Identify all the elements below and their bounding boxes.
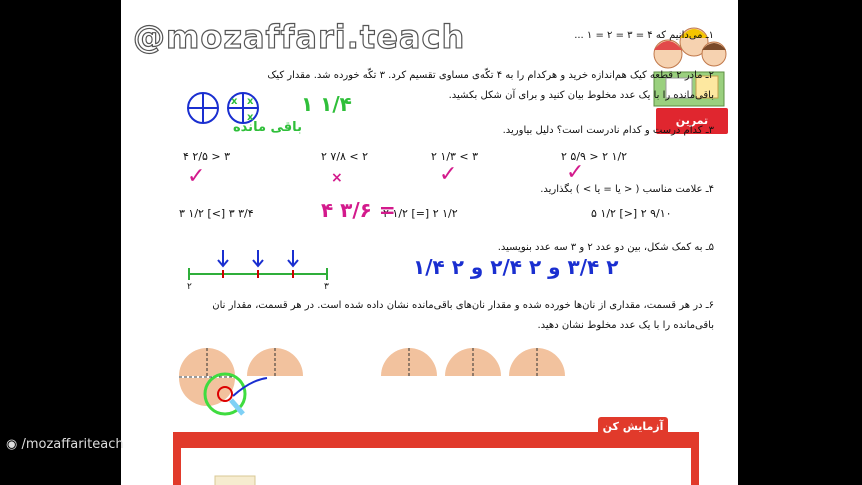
q4-item-2: ۲ ۱/۲ [=] ۲ ۱/۲ xyxy=(383,207,458,220)
exercise-badge: تمرین xyxy=(656,108,728,134)
q5-hand-answer: ۲ ۳/۴ و ۲ ۲/۴ و ۲ ۱/۴ xyxy=(413,255,619,279)
watermark-text: @mozaffari.teach xyxy=(133,18,466,56)
question-5-text: ۵ـ به کمک شکل، بین دو عدد ۲ و ۳ سه عدد بنویسید. xyxy=(497,242,714,253)
q2-hand-answer: ۱ ۱/۴ xyxy=(301,92,352,116)
q3-item-4: ۴ ۲/۵ > ۳ xyxy=(183,150,231,163)
q4-item-1: ۵ ۱/۲ [>] ۲ ۹/۱۰ xyxy=(591,207,672,220)
try-it-content xyxy=(181,448,691,485)
camera-icon: ◉ xyxy=(6,437,18,452)
q3-item-3: ۲ ۷/۸ < ۲ xyxy=(321,150,369,163)
question-3-text: ۳ـ کدام درست و کدام نادرست است؟ دلیل بیاورید. xyxy=(502,125,714,136)
question-1-text: ۱ـ می‌دانیم که ۴ = ۳ = ۲ = ۱ ... xyxy=(574,30,714,41)
question-2-line-1: ۲ـ مادر ۲ قطعه کیک هم‌اندازه خرید و هرکدام را به ۴ تکّه‌ی مساوی تقسیم کرد. ۳ تکّه خورده شد. مقدار کیک xyxy=(267,70,714,81)
q3-mark-4: ✓ xyxy=(187,164,206,189)
q3-item-1: ۲ ۵/۹ > ۲ ۱/۲ xyxy=(561,150,628,163)
bread-3 xyxy=(381,348,437,376)
q3-mark-2: ✓ xyxy=(439,162,458,187)
question-6-line-1: ۶ـ در هر قسمت، مقداری از نان‌ها خورده شده و مقدار نان‌های باقی‌مانده نشان داده شده است. در هر قسمت، مقدار نان xyxy=(212,300,714,311)
q4-hand-answer: ۴ ۳/۶ = xyxy=(321,198,396,222)
q3-item-2: ۲ ۱/۳ < ۳ xyxy=(431,150,479,163)
q3-mark-3: × xyxy=(331,170,343,186)
question-4-text: ۴ـ علامت مناسب ( < یا = یا > ) بگذارید. xyxy=(540,184,714,195)
pen-cursor-icon xyxy=(201,370,271,420)
axis-label-right: ۳ xyxy=(324,282,329,292)
try-it-title: آزمایش کن xyxy=(598,417,668,437)
number-line xyxy=(185,246,335,288)
worksheet-page xyxy=(121,0,738,485)
q3-mark-1: ✓ xyxy=(566,160,585,185)
channel-handle-text: /mozaffariteach xyxy=(21,437,124,452)
channel-handle xyxy=(6,437,124,452)
axis-label-left: ۲ xyxy=(187,282,192,292)
svg-text:x: x xyxy=(247,96,254,107)
container-icon xyxy=(211,468,271,485)
question-6-line-2: باقی‌مانده را با یک عدد مخلوط نشان دهید. xyxy=(537,320,714,331)
svg-text:x: x xyxy=(247,112,254,123)
bread-5 xyxy=(509,348,565,376)
q2-hand-note: باقی مانده xyxy=(233,120,302,135)
question-2-line-2: باقی‌مانده را با یک عدد مخلوط بیان کنید و برای آن شکل بکشید. xyxy=(448,90,714,101)
q4-item-3: ۳ ۱/۲ [<] ۳ ۳/۴ xyxy=(179,207,254,220)
svg-text:x: x xyxy=(231,96,238,107)
bread-4 xyxy=(445,348,501,376)
